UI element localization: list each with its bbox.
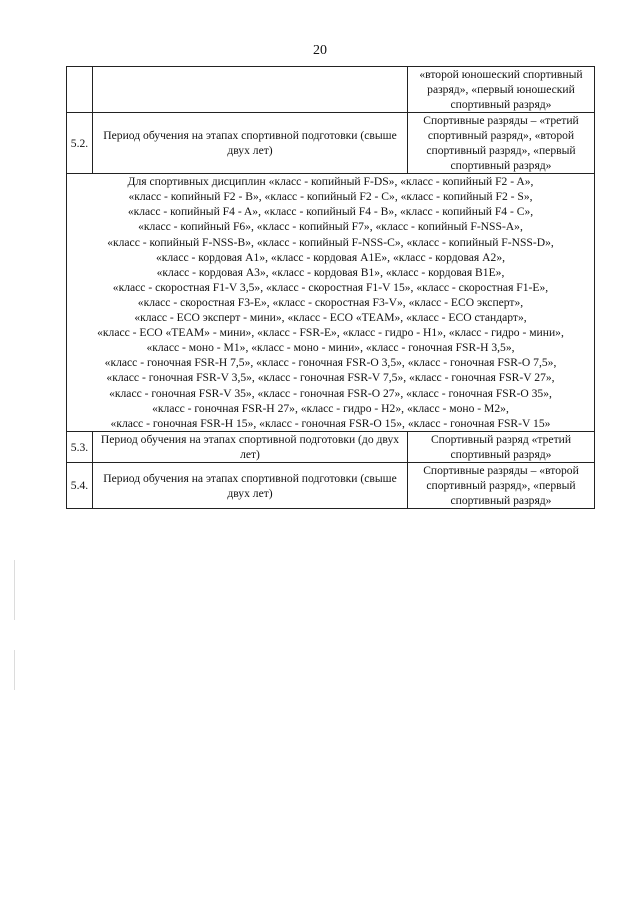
disciplines-line: «класс - копийный F4 - A», «класс - копийный F4 - B», «класс - копийный F4 - C», <box>127 205 534 219</box>
row-value-cell: Спортивные разряды – «третий спортивный разряд», «второй спортивный разряд», «первый спортивный разряд» <box>408 113 595 174</box>
row-value-cell: Спортивный разряд «третий спортивный разряд» <box>408 432 595 463</box>
disciplines-line: «класс - копийный F6», «класс - копийный F7», «класс - копийный F-NSS-A», <box>138 220 523 234</box>
disciplines-line: «класс - копийный F-NSS-B», «класс - копийный F-NSS-C», «класс - копийный F-NSS-D», <box>107 235 554 249</box>
table-row-disciplines <box>67 174 595 432</box>
disciplines-line: «класс - гоночная FSR-H 15», «класс - гоночная FSR-O 15», «класс - гоночная FSR-V 15» <box>110 416 551 430</box>
disciplines-line: «класс - ECO «TEAM» - мини», «класс - FSR-E», «класс - гидро - H1», «класс - гидро - мини», <box>97 326 564 340</box>
row-description-cell: Период обучения на этапах спортивной подготовки (до двух лет) <box>93 432 408 463</box>
disciplines-line: «класс - гоночная FSR-V 35», «класс - гоночная FSR-O 27», «класс - гоночная FSR-O 35», <box>109 386 552 400</box>
table-row-5-2 <box>67 113 595 174</box>
row-description-cell: Период обучения на этапах спортивной подготовки (свыше двух лет) <box>93 463 408 509</box>
disciplines-cell <box>67 174 595 432</box>
row-description-cell: Период обучения на этапах спортивной подготовки (свыше двух лет) <box>93 113 408 174</box>
page-number: 20 <box>313 43 327 58</box>
table-row-5-4 <box>67 463 595 509</box>
requirements-table <box>66 66 595 509</box>
disciplines-line: «класс - скоростная F1-V 3,5», «класс - скоростная F1-V 15», «класс - скоростная F1-E», <box>112 280 549 294</box>
row-number-cell: 5.4. <box>67 463 93 509</box>
disciplines-line: «класс - кордовая A3», «класс - кордовая B1», «класс - кордовая B1E», <box>156 265 505 279</box>
disciplines-line: «класс - копийный F2 - B», «класс - копийный F2 - C», «класс - копийный F2 - S», <box>128 190 533 204</box>
scan-edge-mark <box>14 650 15 690</box>
row-number-cell: 5.3. <box>67 432 93 463</box>
row-value-cell: «второй юношеский спортивный разряд», «первый юношеский спортивный разряд» <box>408 67 595 113</box>
disciplines-line: «класс - ECO эксперт - мини», «класс - ECO «TEAM», «класс - ECO стандарт», <box>134 311 527 325</box>
disciplines-line: «класс - гоночная FSR-V 3,5», «класс - гоночная FSR-V 7,5», «класс - гоночная FSR-V 27», <box>106 371 555 385</box>
disciplines-line: «класс - скоростная F3-E», «класс - скоростная F3-V», «класс - ECO эксперт», <box>137 295 524 309</box>
scan-edge-mark <box>14 560 15 620</box>
disciplines-line: «класс - кордовая A1», «класс - кордовая A1E», «класс - кордовая A2», <box>155 250 506 264</box>
row-number-cell: 5.2. <box>67 113 93 174</box>
row-value-cell: Спортивные разряды – «второй спортивный разряд», «первый спортивный разряд» <box>408 463 595 509</box>
disciplines-line: «класс - гоночная FSR-H 27», «класс - гидро - H2», «класс - моно - M2», <box>152 401 509 415</box>
disciplines-line: «класс - гоночная FSR-H 7,5», «класс - гоночная FSR-O 3,5», «класс - гоночная FSR-O 7,5», <box>104 356 557 370</box>
row-number-cell <box>67 67 93 113</box>
disciplines-line: Для спортивных дисциплин «класс - копийный F-DS», «класс - копийный F2 - A», <box>127 175 534 189</box>
row-description-cell <box>93 67 408 113</box>
table-row-5-3 <box>67 432 595 463</box>
table-row-continuation <box>67 67 595 113</box>
disciplines-line: «класс - моно - M1», «класс - моно - мини», «класс - гоночная FSR-H 3,5», <box>146 341 515 355</box>
